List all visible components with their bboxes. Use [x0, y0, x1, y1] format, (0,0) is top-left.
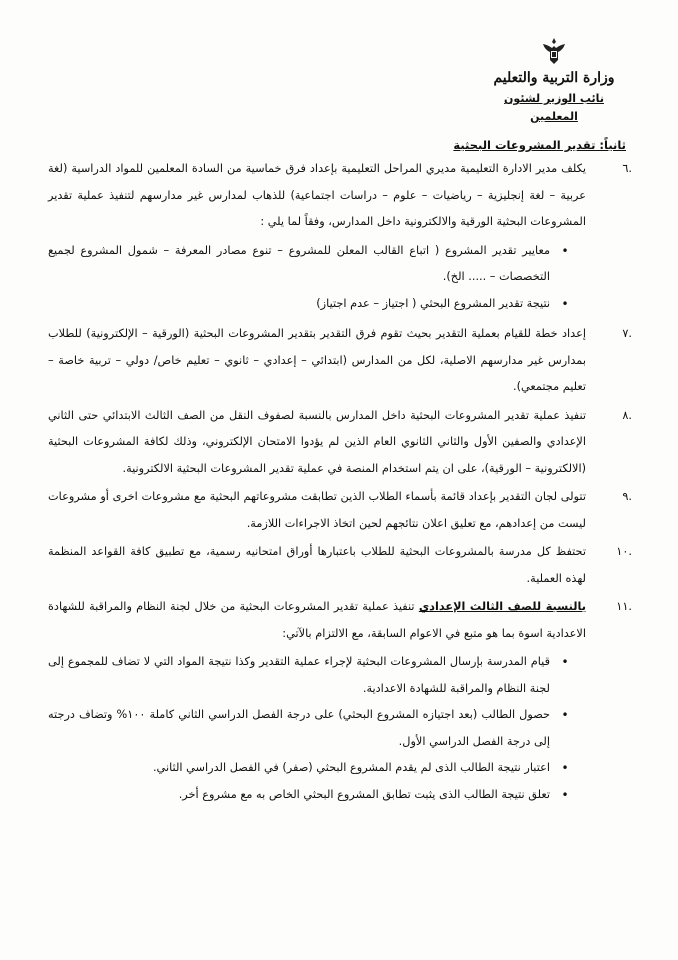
bullet-icon: •: [561, 655, 569, 669]
bullet-icon: •: [561, 296, 569, 311]
item-text: تنفيذ عملية تقدير المشروعات البحثية من خلال لجنة النظام والمراقبة للشهادة الاعدادية اسوة بما هو متبع في الاعوام السابقة، مع الالتزام بالآتي:: [48, 600, 586, 640]
item-11-bullets: [48, 649, 634, 808]
deputy-office: نائب الوزير لشئون المعلمين: [504, 92, 604, 123]
item-number: .٩: [622, 490, 632, 503]
ministry-name: وزارة التربية والتعليم: [493, 70, 615, 86]
item-text: تحتفظ كل مدرسة بالمشروعات البحثية للطلاب باعتبارها أوراق امتحانيه رسمية، مع تطبيق كافة القواعد المنظمة لهذه العملية.: [48, 545, 586, 585]
bullet-item: • قيام المدرسة بإرسال المشروعات البحثية لإجراء عملية التقدير وكذا نتيجة المواد التي لا تضاف للمجموع إلى لجنة النظام والمراقبة للشهادة الاعدادية.: [48, 649, 550, 702]
bullet-item: • اعتبار نتيجة الطالب الذى لم يقدم المشروع البحثي (صفر) في الفصل الدراسي الثاني.: [48, 755, 550, 782]
item-number: .٦: [622, 162, 632, 175]
item-text: تنفيذ عملية تقدير المشروعات البحثية داخل المدارس بالنسبة لصفوف النقل من الصف الثالث الابتدائي حتى الثاني الإعدادي والصفين الأول والثاني الثانوي العام الذين لم يؤدوا الامتحان الإلكتروني، وذلك لكافة المشروعات البحثية (الالكترونية – الورقية)، على ان يتم استخدام المنصة في عملية تقدير المشروعات البحثية الالكترونية.: [48, 408, 586, 475]
eagle-emblem-icon: [540, 36, 568, 66]
bullet-item: • نتيجة تقدير المشروع البحثي ( اجتياز – عدم اجتياز): [48, 291, 550, 318]
item-text: إعداد خطة للقيام بعملية التقدير بحيث تقوم فرق التقدير بتقدير المشروعات البحثية (الورقية – الإلكترونية) للطلاب بمدارس غير مدارسهم الاصلية، لكل من المدارس (ابتدائي – إعدادي – ثانوي – تعليم خاص/ دولي – تربية خاصة – تعليم مجتمعي).: [48, 327, 586, 393]
bullet-icon: •: [561, 761, 569, 775]
item-10: [48, 539, 634, 592]
item-6-bullets: [48, 238, 634, 318]
letterhead: [479, 36, 629, 126]
item-text: تتولى لجان التقدير بإعداد قائمة بأسماء الطلاب الذين تطابقت مشروعاتهم البحثية مع مشروعات اخرى أو مشروعات ليست من إعدادهم، مع تعليق اعلان نتائجهم لحين اتخاذ الاجراءات اللازمة.: [48, 490, 586, 530]
bullet-icon: •: [561, 787, 569, 802]
item-7: [48, 321, 634, 401]
bullet-icon: •: [561, 243, 569, 258]
item-8: [48, 403, 634, 483]
item-11: [48, 594, 634, 647]
item-number: .١١: [616, 600, 632, 613]
bullet-item: • حصول الطالب (بعد اجتيازه المشروع البحثي) على درجة الفصل الدراسي الثاني كاملة ١٠٠% وتضاف درجته إلى درجة الفصل الدراسي الأول.: [48, 702, 550, 755]
section-title: ثانياً: تقدير المشروعات البحثية: [453, 138, 626, 152]
item-lead: بالنسبة للصف الثالث الإعدادي: [418, 600, 586, 613]
item-text: يكلف مدير الادارة التعليمية مديري المراحل التعليمية بإعداد فرق خماسية من السادة المعلمين للمواد الدراسية (لغة عربية – لغة إنجليزية – رياضيات – علوم – دراسات اجتماعية) للذهاب لمدارس غير مدارسهم لتنفيذ عملية تقدير المشروعات البحثية الورقية والالكترونية داخل المدارس، وفقاً لما يلي :: [48, 162, 586, 228]
item-number: .١٠: [616, 545, 632, 558]
bullet-icon: •: [561, 708, 569, 722]
item-number: .٧: [622, 327, 632, 340]
bullet-item: • معايير تقدير المشروع ( اتباع القالب المعلن للمشروع – تنوع مصادر المعرفة – شمول المشروع لجميع التخصصات – ..... الخ).: [48, 238, 550, 291]
bullet-item: • تعلق نتيجة الطالب الذى يثبت تطابق المشروع البحثي الخاص به مع مشروع أخر.: [48, 782, 550, 809]
item-6: [48, 156, 634, 236]
item-number: .٨: [622, 408, 632, 422]
item-9: [48, 484, 634, 537]
